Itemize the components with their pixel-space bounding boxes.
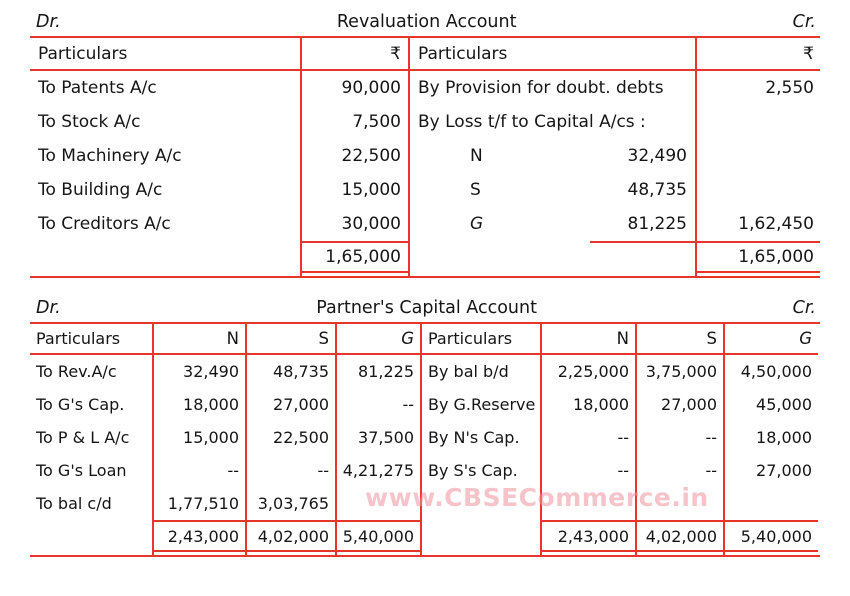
header-particulars-debit: Particulars: [30, 38, 300, 71]
capital-dr-label: Dr.: [36, 298, 61, 318]
credit-inner-amount: 48,735: [627, 180, 687, 200]
revaluation-cr-label: Cr.: [792, 12, 816, 32]
revaluation-header-row: [30, 38, 820, 71]
particulars-cell: To bal c/d: [36, 494, 112, 513]
partner-letter: N: [470, 146, 483, 166]
amount-cell: 15,000: [152, 421, 245, 454]
capital-cr-label: Cr.: [792, 298, 816, 318]
credit-total-n: 2,43,000: [540, 520, 635, 550]
header-partner-s-debit: S: [245, 324, 335, 355]
capital-row-2: [30, 388, 820, 421]
particulars-cell: To P & L A/c: [36, 428, 130, 447]
capital-row-1: [30, 355, 820, 388]
particulars-cell: By bal b/d: [420, 355, 540, 388]
amount-cell: 7,500: [300, 105, 410, 139]
amount-cell: 27,000: [635, 388, 723, 421]
partner-letter: S: [470, 180, 481, 200]
amount-cell: --: [335, 388, 420, 421]
amount-cell: 2,25,000: [540, 355, 635, 388]
amount-cell: [695, 173, 820, 207]
header-particulars-credit: Particulars: [410, 38, 695, 71]
credit-total-g: 5,40,000: [723, 520, 818, 550]
amount-cell: 3,03,765: [245, 487, 335, 520]
amount-cell: 15,000: [300, 173, 410, 207]
debit-total-n: 2,43,000: [152, 520, 245, 550]
particulars-cell: By S's Cap.: [420, 454, 540, 487]
particulars-cell: To Rev.A/c: [36, 362, 117, 381]
amount-cell: 81,225: [335, 355, 420, 388]
particulars-cell: To Machinery A/c: [38, 146, 182, 166]
particulars-cell: [410, 71, 695, 105]
capital-title-row: [30, 292, 820, 322]
debit-total: 1,65,000: [300, 241, 410, 271]
amount-cell: [695, 139, 820, 173]
particulars-cell: To Stock A/c: [38, 112, 141, 132]
capital-table: [30, 322, 820, 557]
credit-inner-amount: 32,490: [627, 146, 687, 166]
amount-cell: --: [245, 454, 335, 487]
amount-cell: 45,000: [723, 388, 818, 421]
particulars-cell: To G's Cap.: [36, 395, 125, 414]
particulars-cell: To G's Loan: [36, 461, 127, 480]
capital-row-5: [30, 487, 820, 520]
particulars-cell: To Building A/c: [38, 180, 163, 200]
credit-narration: By Provision for doubt. debts: [418, 78, 664, 98]
amount-cell: 37,500: [335, 421, 420, 454]
amount-cell: --: [152, 454, 245, 487]
subtotal-rule-cell: [410, 241, 695, 271]
revaluation-row-4: [30, 173, 820, 207]
amount-cell: 22,500: [245, 421, 335, 454]
capital-row-3: [30, 421, 820, 454]
amount-cell: [635, 487, 723, 520]
revaluation-table: [30, 36, 820, 278]
revaluation-dr-label: Dr.: [36, 12, 61, 32]
amount-cell: 27,000: [245, 388, 335, 421]
site-watermark: www.CBSECommerce.in: [365, 483, 709, 512]
revaluation-row-5: [30, 207, 820, 241]
amount-cell: --: [635, 421, 723, 454]
amount-cell: [723, 487, 818, 520]
header-particulars-credit: Particulars: [420, 324, 540, 355]
amount-cell: 1,62,450: [695, 207, 820, 241]
credit-inner-amount: 81,225: [627, 214, 687, 234]
amount-cell: 2,550: [695, 71, 820, 105]
amount-cell: --: [540, 454, 635, 487]
debit-total-s: 4,02,000: [245, 520, 335, 550]
header-partner-n-debit: N: [152, 324, 245, 355]
header-partner-g-debit: G: [335, 324, 420, 355]
revaluation-row-1: [30, 71, 820, 105]
amount-cell: 90,000: [300, 71, 410, 105]
revaluation-title-row: [30, 6, 820, 36]
revaluation-title: Revaluation Account: [336, 12, 517, 32]
credit-total: 1,65,000: [695, 241, 820, 271]
revaluation-row-3: [30, 139, 820, 173]
amount-cell: --: [540, 421, 635, 454]
amount-cell: 4,50,000: [723, 355, 818, 388]
amount-cell: 1,77,510: [152, 487, 245, 520]
double-rule-spacer: [30, 271, 820, 276]
amount-cell: --: [635, 454, 723, 487]
partner-letter: G: [470, 214, 484, 234]
amount-cell: 18,000: [723, 421, 818, 454]
particulars-cell: To Creditors A/c: [38, 214, 171, 234]
header-amount-credit: ₹: [695, 38, 820, 71]
credit-narration: By Loss t/f to Capital A/cs :: [418, 112, 646, 132]
particulars-cell: To Patents A/c: [38, 78, 157, 98]
empty-cell: [420, 520, 540, 550]
amount-cell: 18,000: [152, 388, 245, 421]
particulars-cell: By G.Reserve: [420, 388, 540, 421]
capital-title: Partner's Capital Account: [316, 298, 537, 318]
particulars-cell: [410, 207, 695, 241]
amount-cell: 32,490: [152, 355, 245, 388]
particulars-cell: [410, 105, 695, 139]
amount-cell: [335, 487, 420, 520]
revaluation-total-row: [30, 241, 820, 271]
debit-total-g: 5,40,000: [335, 520, 420, 550]
amount-cell: 30,000: [300, 207, 410, 241]
subtotal-rule: [590, 241, 695, 271]
particulars-cell: [410, 173, 695, 207]
capital-row-4: [30, 454, 820, 487]
header-amount-debit: ₹: [300, 38, 410, 71]
particulars-cell: [420, 487, 540, 520]
particulars-cell: By N's Cap.: [420, 421, 540, 454]
amount-cell: 27,000: [723, 454, 818, 487]
amount-cell: 48,735: [245, 355, 335, 388]
header-partner-s-credit: S: [635, 324, 723, 355]
revaluation-row-2: [30, 105, 820, 139]
capital-header-row: [30, 324, 820, 355]
header-particulars-debit: Particulars: [30, 324, 152, 355]
empty-cell: [30, 241, 300, 271]
capital-total-row: [30, 520, 820, 550]
amount-cell: [695, 105, 820, 139]
amount-cell: 4,21,275: [335, 454, 420, 487]
header-partner-g-credit: G: [723, 324, 818, 355]
accounts-sheet: [30, 6, 820, 557]
credit-total-s: 4,02,000: [635, 520, 723, 550]
header-partner-n-credit: N: [540, 324, 635, 355]
amount-cell: 18,000: [540, 388, 635, 421]
empty-cell: [30, 520, 152, 550]
amount-cell: 3,75,000: [635, 355, 723, 388]
particulars-cell: [410, 139, 695, 173]
amount-cell: 22,500: [300, 139, 410, 173]
double-rule-spacer: [30, 550, 820, 555]
amount-cell: [540, 487, 635, 520]
